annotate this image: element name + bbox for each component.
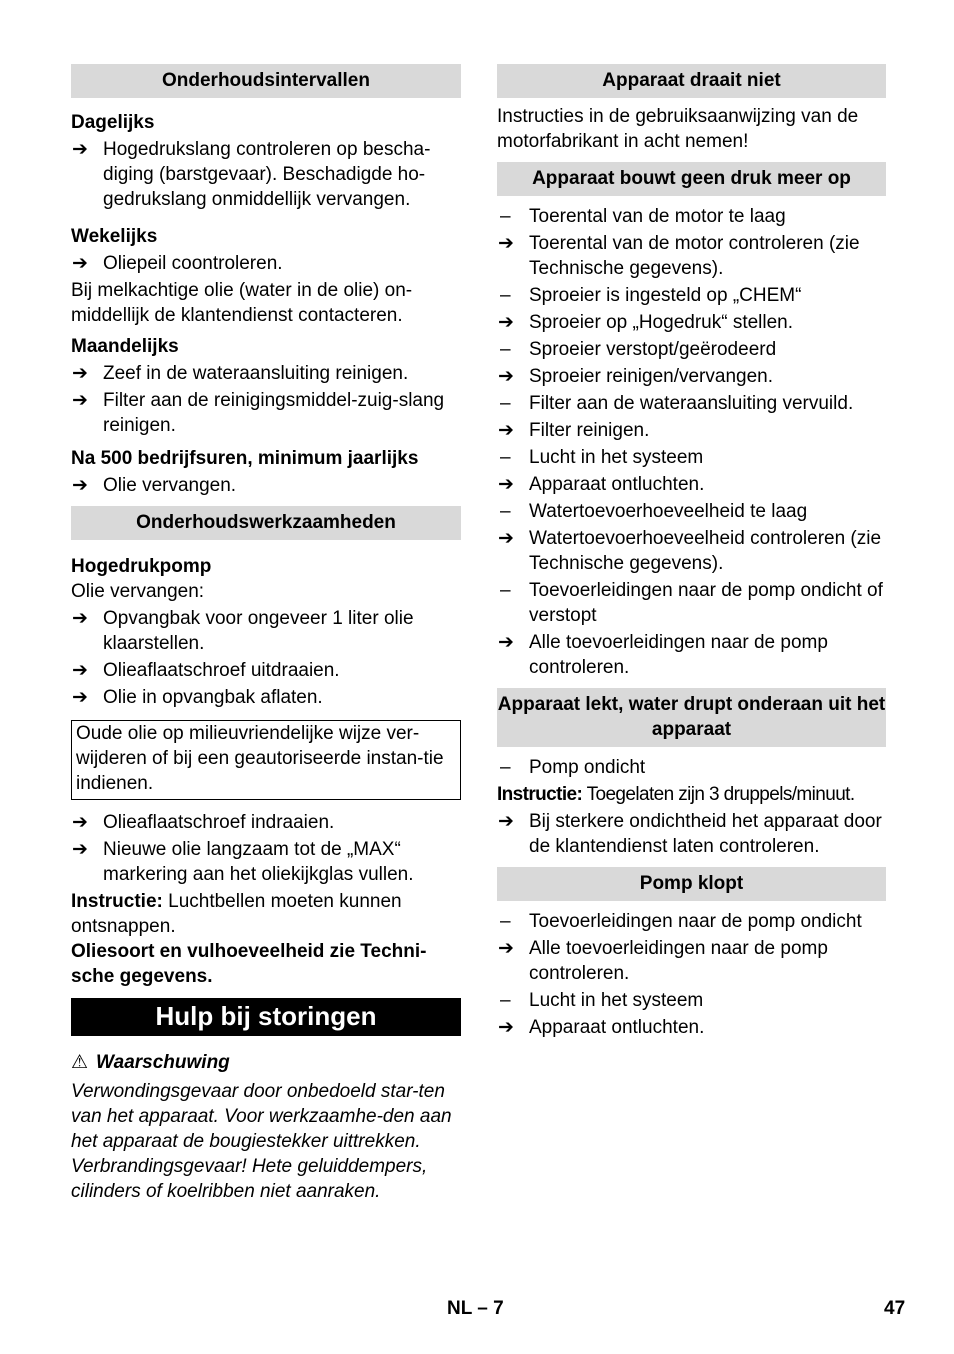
list-item: – Lucht in het systeem — [500, 447, 704, 468]
arrow-icon: ➔ — [72, 660, 88, 681]
list-item: ➔ Zeef in de wateraansluiting reinigen. — [72, 363, 409, 384]
dash-icon: – — [500, 447, 511, 468]
dash-icon: – — [500, 393, 511, 414]
warning-text: Verbrandingsgevaar! Hete geluiddempers, cilinders of koelribben niet aanraken. — [71, 1156, 428, 1202]
section-heading-geen-druk: Apparaat bouwt geen druk meer op — [497, 162, 886, 196]
paragraph: Bij melkachtige olie (water in de olie) on-middellijk de klantendienst contacteren. — [71, 280, 413, 326]
warning-text: Verwondingsgevaar door onbedoeld star-ten van het apparaat. Voor werkzaamhe-den aan het apparaat de bougiestekker uittrekken. — [71, 1081, 452, 1152]
list-item: ➔ Oliepeil coontroleren. — [72, 253, 283, 274]
list-item: – Lucht in het systeem — [500, 990, 704, 1011]
section-heading-apparaat-draait-niet: Apparaat draait niet — [497, 64, 886, 98]
arrow-icon: ➔ — [72, 363, 88, 384]
list-item: – Toevoerleidingen naar de pomp ondicht of verstopt — [500, 580, 883, 626]
subheading-wekelijks: Wekelijks — [71, 226, 158, 247]
troubleshoot-list — [497, 755, 886, 859]
arrow-icon: ➔ — [498, 420, 514, 441]
list-item: ➔ Apparaat ontluchten. — [498, 474, 705, 495]
list-item: – Toerental van de motor te laag — [500, 206, 786, 227]
list-item: ➔ Alle toevoerleidingen naar de pomp controleren. — [498, 938, 828, 984]
arrow-icon: ➔ — [498, 233, 514, 254]
language-page-label: NL – 7 — [447, 1298, 504, 1319]
list-item: – Watertoevoerhoeveelheid te laag — [500, 501, 808, 522]
subheading-dagelijks: Dagelijks — [71, 112, 155, 133]
list-item: ➔ Filter reinigen. — [498, 420, 650, 441]
arrow-icon: ➔ — [498, 474, 514, 495]
dash-icon: – — [500, 206, 511, 227]
dash-icon: – — [500, 501, 511, 522]
subheading-na-500: Na 500 bedrijfsuren, minimum jaarlijks — [71, 448, 419, 469]
dash-icon: – — [500, 757, 511, 778]
list-item: ➔ Nieuwe olie langzaam tot de „MAX“ markering aan het oliekijkglas vullen. — [72, 839, 414, 885]
chapter-heading-hulp-bij-storingen: Hulp bij storingen — [71, 998, 461, 1036]
list-item: ➔ Alle toevoerleidingen naar de pomp controleren. — [498, 632, 828, 678]
list-item: – Filter aan de wateraansluiting vervuild. — [500, 393, 854, 414]
list-item: ➔ Olieaflaatschroef uitdraaien. — [72, 660, 340, 681]
list-item: – Pomp ondicht — [500, 757, 646, 778]
list-item: ➔ Toerental van de motor controleren (zie Technische gegevens). — [498, 233, 860, 279]
list-item: ➔ Bij sterkere ondichtheid het apparaat door de klantendienst laten controleren. — [498, 811, 882, 857]
arrow-icon: ➔ — [498, 1017, 514, 1038]
subheading-maandelijks: Maandelijks — [71, 336, 179, 357]
right-column — [497, 64, 886, 1042]
troubleshoot-list — [497, 909, 886, 1040]
section-heading-apparaat-lekt: Apparaat lekt, water drupt onderaan uit het apparaat — [497, 688, 886, 747]
troubleshoot-list — [497, 204, 886, 680]
arrow-icon: ➔ — [72, 839, 88, 860]
arrow-icon: ➔ — [72, 687, 88, 708]
list-item: – Toevoerleidingen naar de pomp ondicht — [500, 911, 862, 932]
list-item: – Sproeier is ingesteld op „CHEM“ — [500, 285, 802, 306]
oil-type-note: Oliesoort en vulhoeveelheid zie Techni-sche gegevens. — [71, 941, 427, 987]
arrow-icon: ➔ — [498, 938, 514, 959]
list-item: ➔ Filter aan de reinigingsmiddel-zuig-slang reinigen. — [72, 390, 445, 436]
dash-icon: – — [500, 990, 511, 1011]
dash-icon: – — [500, 285, 511, 306]
list-item: ➔ Opvangbak voor ongeveer 1 liter olie klaarstellen. — [72, 608, 414, 654]
arrow-icon: ➔ — [72, 139, 88, 160]
dash-icon: – — [500, 580, 511, 601]
list-item: ➔ Olie vervangen. — [72, 475, 237, 496]
instruction-note: Instructie: Toegelaten zijn 3 druppels/minuut. — [497, 784, 855, 805]
arrow-icon: ➔ — [498, 528, 514, 549]
list-item: ➔ Sproeier reinigen/vervangen. — [498, 366, 773, 387]
arrow-icon: ➔ — [72, 475, 88, 496]
arrow-icon: ➔ — [498, 811, 514, 832]
arrow-icon: ➔ — [72, 390, 88, 411]
arrow-icon: ➔ — [72, 812, 88, 833]
arrow-icon: ➔ — [72, 608, 88, 629]
paragraph: Olie vervangen: — [71, 581, 205, 602]
list-item: ➔ Olie in opvangbak aflaten. — [72, 687, 323, 708]
arrow-icon: ➔ — [72, 253, 88, 274]
note-box: Oude olie op milieuvriendelijke wijze ver-wijderen of bij een geautoriseerde instan-tie indienen. — [71, 720, 461, 800]
arrow-icon: ➔ — [498, 632, 514, 653]
warning-icon: ⚠ — [71, 1052, 89, 1073]
list-item: – Sproeier verstopt/geërodeerd — [500, 339, 777, 360]
arrow-icon: ➔ — [498, 366, 514, 387]
page-number: 47 — [884, 1298, 906, 1319]
section-heading-onderhoudswerkzaamheden: Onderhoudswerkzaamheden — [71, 506, 461, 540]
left-column — [71, 64, 461, 1204]
dash-icon: – — [500, 339, 511, 360]
subheading-hogedrukpomp: Hogedrukpomp — [71, 556, 212, 577]
list-item: ➔ Hogedrukslang controleren op bescha-diging (barstgevaar). Beschadigde ho-gedrukslang onmiddellijk vervangen. — [72, 139, 431, 210]
dash-icon: – — [500, 911, 511, 932]
list-item: ➔ Olieaflaatschroef indraaien. — [72, 812, 335, 833]
section-heading-pomp-klopt: Pomp klopt — [497, 867, 886, 901]
paragraph: Instructies in de gebruiksaanwijzing van de motorfabrikant in acht nemen! — [497, 106, 859, 152]
list-item: ➔ Apparaat ontluchten. — [498, 1017, 705, 1038]
list-item: ➔ Sproeier op „Hogedruk“ stellen. — [498, 312, 794, 333]
arrow-icon: ➔ — [498, 312, 514, 333]
section-heading-onderhoudsintervallen: Onderhoudsintervallen — [71, 64, 461, 98]
warning-heading: ⚠ Waarschuwing — [71, 1052, 230, 1073]
instruction-note: Instructie: Luchtbellen moeten kunnen ontsnappen. — [71, 891, 402, 937]
list-item: ➔ Watertoevoerhoeveelheid controleren (zie Technische gegevens). — [498, 528, 882, 574]
